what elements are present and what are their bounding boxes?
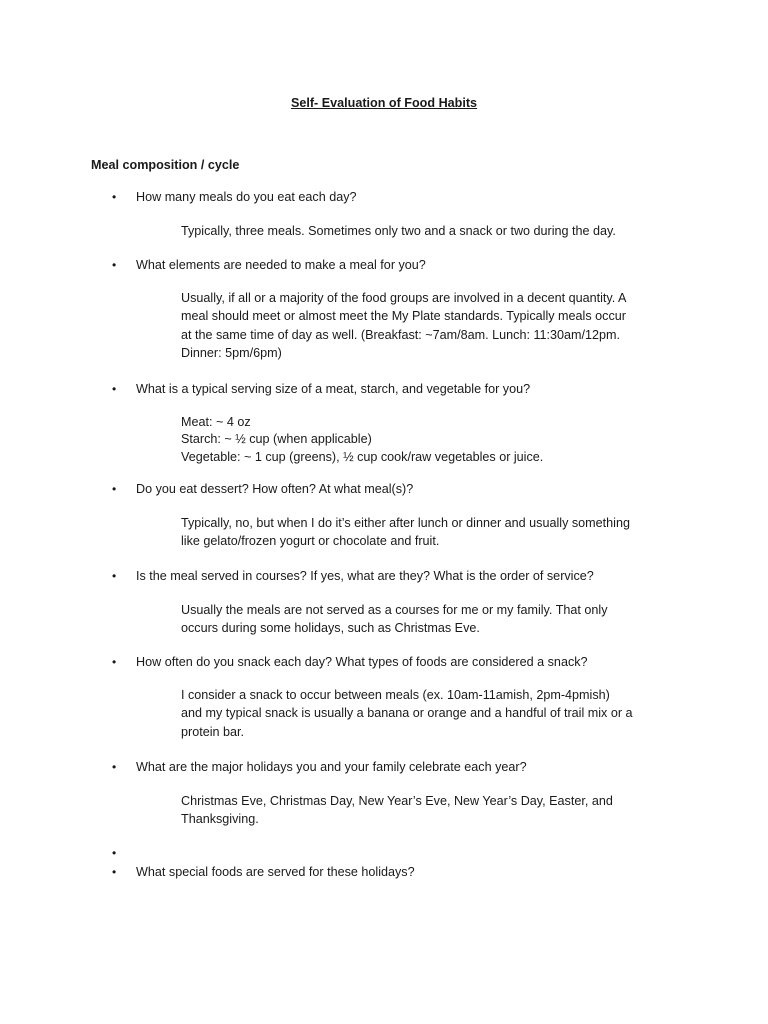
bullet-icon: • — [112, 382, 117, 396]
answer-line: Christmas Eve, Christmas Day, New Year’s Eve, New Year’s Day, Easter, and — [181, 794, 613, 808]
question-text: Do you eat dessert? How often? At what meal(s)? — [136, 482, 414, 496]
page-title: Self- Evaluation of Food Habits — [290, 96, 478, 110]
question-item — [112, 758, 696, 776]
answer-line: Meat: ~ 4 oz — [181, 415, 251, 429]
answer-line: and my typical snack is usually a banana or orange and a handful of trail mix or a — [181, 706, 633, 721]
question-item — [112, 256, 696, 274]
question-item — [112, 567, 696, 585]
answer-line: Starch: ~ ½ cup (when applicable) — [181, 432, 372, 447]
question-text: Is the meal served in courses? If yes, what are they? What is the order of service? — [136, 569, 594, 583]
question-item — [112, 480, 696, 498]
question-text: What is a typical serving size of a meat, starch, and vegetable for you? — [136, 382, 531, 396]
bullet-icon: • — [112, 846, 117, 860]
answer-block — [181, 289, 691, 363]
question-text: What are the major holidays you and your family celebrate each year? — [136, 760, 527, 774]
answer-block — [181, 792, 691, 829]
answer-line: Typically, three meals. Sometimes only two and a snack or two during the day. — [181, 224, 616, 238]
bullet-icon: • — [112, 258, 117, 272]
answer-block — [181, 601, 691, 638]
bullet-icon: • — [112, 760, 117, 774]
question-item — [112, 863, 696, 881]
answer-block — [181, 514, 691, 551]
answer-line: Usually, if all or a majority of the food groups are involved in a decent quantity. A — [181, 291, 627, 305]
answer-line: occurs during some holidays, such as Christmas Eve. — [181, 621, 480, 636]
answer-line: Thanksgiving. — [181, 812, 259, 827]
question-item — [112, 188, 696, 206]
question-text: How often do you snack each day? What types of foods are considered a snack? — [136, 655, 588, 669]
answer-line: I consider a snack to occur between meals (ex. 10am-11amish, 2pm-4pmish) — [181, 688, 610, 702]
bullet-icon: • — [112, 482, 117, 496]
answer-line: Typically, no, but when I do it’s either after lunch or dinner and usually something — [181, 516, 630, 530]
bullet-icon: • — [112, 190, 117, 204]
question-text: What elements are needed to make a meal for you? — [136, 258, 426, 272]
answer-line: protein bar. — [181, 724, 245, 739]
answer-line: like gelato/frozen yogurt or chocolate and fruit. — [181, 534, 440, 549]
answer-line: Vegetable: ~ 1 cup (greens), ½ cup cook/raw vegetables or juice. — [181, 449, 544, 464]
answer-line: meal should meet or almost meet the My Plate standards. Typically meals occur — [181, 309, 626, 324]
question-item — [112, 653, 696, 671]
bullet-icon: • — [112, 569, 117, 583]
question-item — [112, 380, 696, 398]
question-text: How many meals do you eat each day? — [136, 190, 357, 204]
answer-block — [181, 222, 691, 240]
answer-line: Usually the meals are not served as a courses for me or my family. That only — [181, 603, 608, 617]
bullet-icon: • — [112, 865, 117, 879]
section-heading: Meal composition / cycle — [91, 158, 240, 172]
answer-block — [181, 686, 691, 741]
answer-block — [181, 413, 691, 466]
answer-line: at the same time of day as well. (Breakfast: ~7am/8am. Lunch: 11:30am/12pm. — [181, 327, 621, 342]
bullet-icon: • — [112, 655, 117, 669]
answer-line: Dinner: 5pm/6pm) — [181, 346, 282, 361]
question-text: What special foods are served for these holidays? — [136, 865, 415, 879]
